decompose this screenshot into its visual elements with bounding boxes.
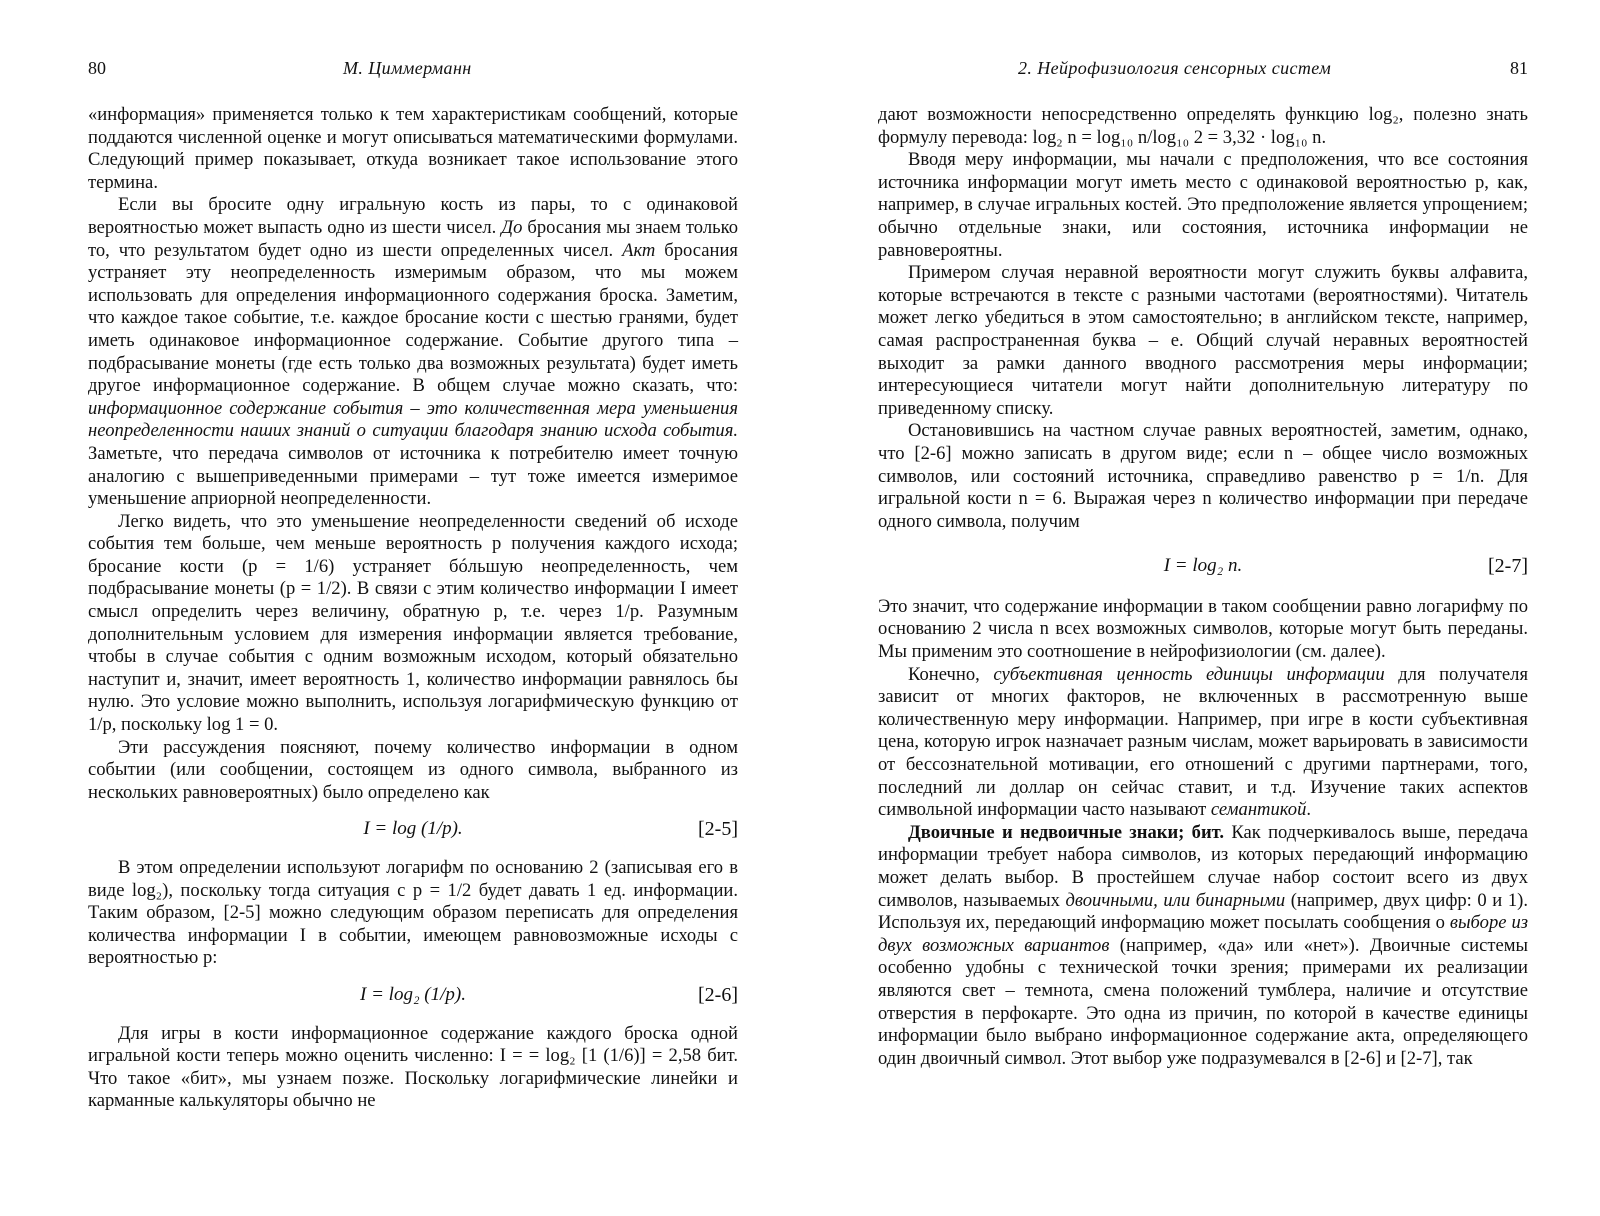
- paragraph: Остановившись на частном случае равных вероятностей, заметим, однако, что [2-6] можно записать в другом виде; если n – общее число возможных символов, или состояний источника, справедливо равенство p = 1/n. Для игральной кости n = 6. Выражая через n количество информации при передаче одного символа, получим: [878, 420, 1528, 532]
- definition-text: информационное содержание события – это количественная мера уменьшения неопределенности наших знаний о ситуации благодаря знанию исхода события.: [88, 397, 738, 442]
- paragraph: Двоичные и недвоичные знаки; бит. Как подчеркивалось выше, передача информации требует набора символов, из которых передающий информацию может делать выбор. В простейшем случае набор состоит всего из двух символов, называемых двоичными, или бинарными (например, двух цифр: 0 и 1). Используя их, передающий информацию может посылать сообщения о выборе из двух возможных вариантов (например, «да» или «нет»). Двоичные системы особенно удобны с технической точки зрения; примерами их реализации являются свет – темнота, смена положений тумблера, наличие и отсутствие отверстия в перфокарте. Это одна из причин, по которой в качестве единицы информации было выбрано информационное содержание акта, определяющего один двоичный символ. Этот выбор уже подразумевался в [2-6] и [2-7], так: [878, 821, 1529, 1069]
- right-page-body: [878, 104, 1528, 1070]
- section-heading: Двоичные и недвоичные знаки; бит.: [908, 821, 1225, 843]
- paragraph: Легко видеть, что это уменьшение неопределенности сведений об исходе события тем больше, чем меньше вероятность p получения каждого исхода; бросание кости (p = 1/6) устраняет бóльшую неопределенность, чем подбрасывание монеты (p = 1/2). В связи с этим количество информации I имеет смысл определить через величину, обратную p, т.е. через 1/p. Разумным дополнительным условием для измерения информации является требование, чтобы в случае события с одним возможным исходом, который обязательно наступит и, значит, имеет вероятность 1, количество информации равнялось бы нулю. Это условие можно выполнить, используя логарифмическую функцию от 1/p, поскольку log 1 = 0.: [88, 510, 738, 736]
- equation-number: [2-6]: [698, 983, 738, 1006]
- equation-2-5: I = log (1/p). [2-5]: [363, 818, 738, 841]
- running-head: 2. Нейрофизиология сенсорных систем: [1018, 58, 1332, 78]
- paragraph: Если вы бросите одну игральную кость из пары, то с одинаковой вероятностью может выпасть одно из шести чисел. До бросания мы знаем только то, что результатом будет одно из шести определенных чисел. Акт бросания устраняет эту неопределенность измеримым образом, что мы можем использовать для определения информационного содержания броска. Заметим, что каждое такое событие, т.е. каждое бросание кости с шестью гранями, будет иметь одинаковое информационное содержание. Событие другого типа – подбрасывание монеты (где есть только два возможных результата) будет иметь другое информационное содержание. В общем случае можно сказать, что: информационное содержание события – это количественная мера уменьшения неопределенности наших знаний о ситуации благодаря знанию исхода события. Заметьте, что передача символов от источника к потребителю имеет точную аналогию с вышеприведенными примерами – тут тоже имеется измеримое уменьшение априорной неопределенности.: [88, 194, 739, 510]
- paragraph: Для игры в кости информационное содержание каждого броска одной игральной кости теперь можно оценить численно: I = = log₂ [1 (1/6)] = 2,58 бит. Что такое «бит», мы узнаем позже. Поскольку логарифмические линейки и карманные калькуляторы обычно не: [88, 1022, 738, 1112]
- running-head: М. Циммерманн: [343, 58, 472, 78]
- equation-number: [2-5]: [698, 818, 738, 841]
- paragraph: Это значит, что содержание информации в таком сообщении равно логарифму по основанию 2 числа n всех возможных символов, которые могут быть переданы. Мы применим это соотношение в нейрофизиологии (см. далее).: [878, 595, 1528, 663]
- paragraph: Примером случая неравной вероятности могут служить буквы алфавита, которые встречаются в тексте с разными частотами (вероятностями). Читатель может легко убедиться в этом самостоятельно; в английском тексте, например, самая распространенная буква – e. Общий случай неравных вероятностей выходит за рамки данного вводного рассмотрения меры информации; интересующиеся читатели могут найти дополнительную литературу по приведенному списку.: [878, 262, 1528, 419]
- left-page-body: [88, 104, 738, 1113]
- paragraph: Конечно, субъективная ценность единицы информации для получателя зависит от многих факторов, не включенных в рассмотренную выше количественную меру информации. Например, при игре в кости субъективная цена, которую игрок назначает разным числам, может варьировать в зависимости от бессознательной мотивации, его отношений с другими партнерами, того, последний ли доллар он сейчас ставит, и т.д. Изучение таких аспектов символьной информации часто называют семантикой.: [878, 663, 1529, 821]
- paragraph: В этом определении используют логарифм по основанию 2 (записывая его в виде log₂), поскольку тогда ситуация с p = 1/2 будет давать 1 ед. информации. Таким образом, [2-5] можно следующим образом переписать для определения количества информации I в событии, имеющем равновозможные исходы с вероятностью p:: [88, 857, 738, 969]
- paragraph: Вводя меру информации, мы начали с предположения, что все состояния источника информации могут иметь место с одинаковой вероятностью p, как, например, в случае игральных костей. Это предположение является упрощением; обычно отдельные знаки, или состояния, источника информации не равновероятны.: [878, 149, 1528, 261]
- page-number: 80: [88, 58, 106, 78]
- page-number: 81: [1510, 58, 1528, 78]
- equation-2-6: I = log₂ (1/p). [2-6]: [360, 983, 738, 1006]
- paragraph: «информация» применяется только к тем характеристикам сообщений, которые поддаются численной оценке и могут описываться математическими формулами. Следующий пример показывает, откуда возникает такое использование этого термина.: [88, 104, 738, 193]
- paragraph: Эти рассуждения поясняют, почему количество информации в одном событии (или сообщении, состоящем из одного символа, выбранного из нескольких равновероятных) было определено как: [88, 736, 738, 803]
- equation-2-7: I = log₂ n. [2-7]: [1163, 555, 1528, 578]
- paragraph: дают возможности непосредственно определять функцию log₂, полезно знать формулу перевода: log₂ n = log₁₀ n/log₁₀ 2 = 3,32 · log₁₀ n.: [878, 104, 1528, 148]
- equation-number: [2-7]: [1488, 555, 1528, 578]
